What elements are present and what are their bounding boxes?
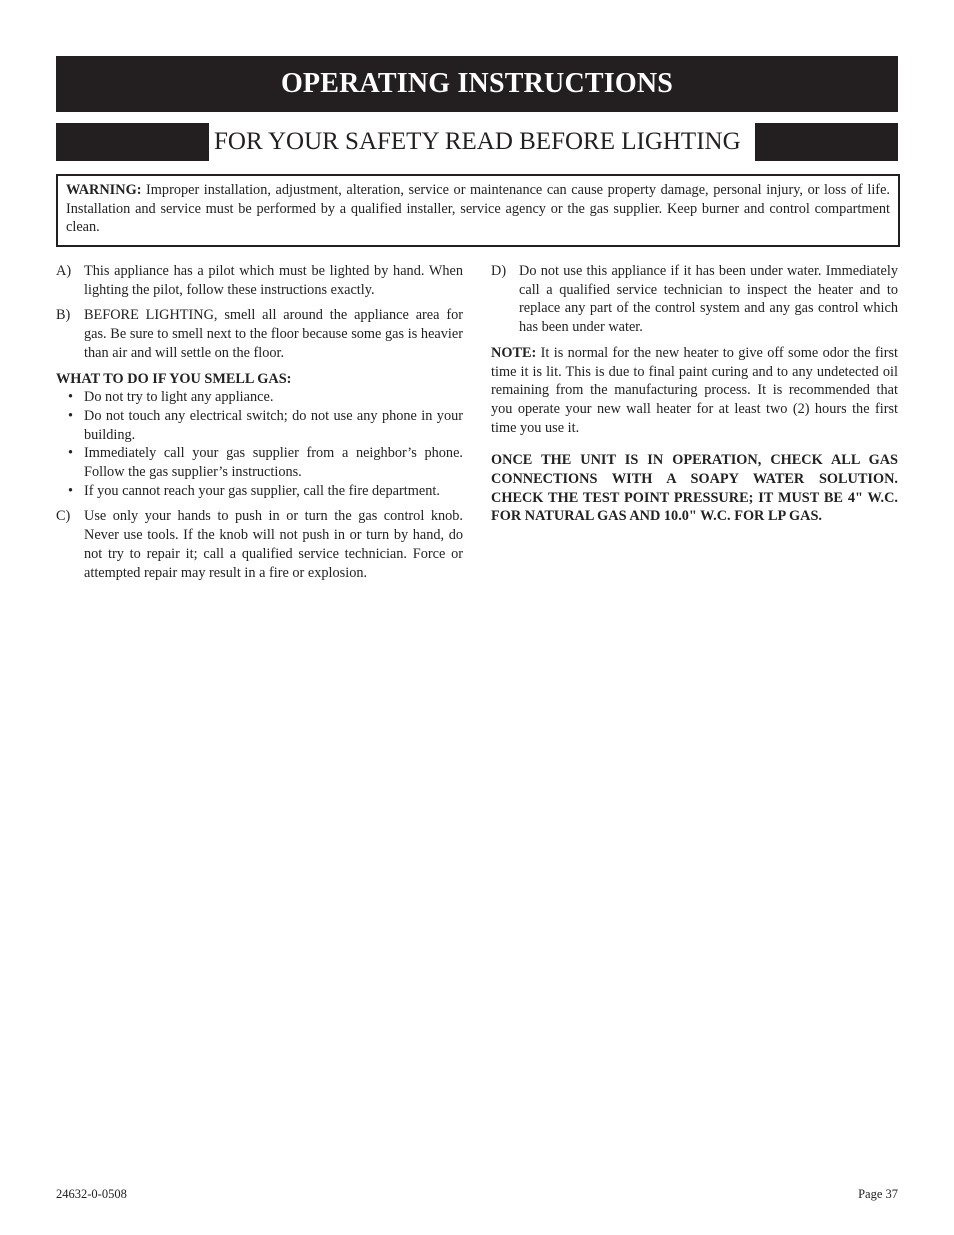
right-column [491, 262, 898, 526]
bullet-icon: • [68, 389, 74, 406]
decorative-bar-right [755, 123, 898, 161]
list-item [56, 407, 463, 444]
instruction-item-c [56, 507, 463, 582]
left-column [56, 262, 463, 589]
decorative-bar-left [56, 123, 209, 161]
warning-box [56, 174, 900, 247]
list-item [56, 444, 463, 481]
list-item [56, 388, 463, 407]
item-text: This appliance has a pilot which must be lighted by hand. When lighting the pilot, follow these instructions exactly. [84, 263, 463, 298]
item-text: Do not use this appliance if it has been under water. Immediately call a qualified service technician to inspect the heater and to replace any part of the control system and any gas control which has been under water. [519, 263, 898, 336]
note-paragraph [491, 344, 898, 438]
item-letter: C) [56, 508, 71, 525]
bullet-icon: • [68, 407, 74, 424]
bullet-icon: • [68, 482, 74, 499]
note-text: It is normal for the new heater to give off some odor the first time it is lit. This is due to final paint curing and to any undetected oil remaining from the manufacturing process. It is recommended that you operate your new wall heater for at least two (2) hours the first time you use it. [491, 344, 898, 436]
item-text: Use only your hands to push in or turn the gas control knob. Never use tools. If the knob will not push in or turn by hand, do not try to repair it; call a qualified service technician. Force or attempted repair may result in a fire or explosion. [84, 508, 463, 581]
instruction-item-b [56, 306, 463, 362]
item-letter: D) [491, 263, 507, 279]
instruction-item-d [491, 262, 898, 337]
document-number: 24632-0-0508 [56, 1187, 127, 1201]
bullet-text: If you cannot reach your gas supplier, call the fire department. [84, 482, 440, 499]
item-letter: B) [56, 307, 71, 324]
note-label: NOTE: [491, 344, 537, 361]
item-text: BEFORE LIGHTING, smell all around the appliance area for gas. Be sure to smell next to the floor because some gas is heavier than air and will settle on the floor. [84, 307, 463, 361]
section-subtitle: FOR YOUR SAFETY READ BEFORE LIGHTING [214, 128, 741, 155]
instruction-item-a [56, 262, 463, 299]
page-number: Page 37 [858, 1187, 898, 1201]
pressure-check-paragraph: ONCE THE UNIT IS IN OPERATION, CHECK ALL GAS CONNECTIONS WITH A SOAPY WATER SOLUTION. CHECK THE TEST POINT PRESSURE; IT MUST BE 4" W.C. FOR NATURAL GAS AND 10.0" W.C. FOR LP GAS. [491, 452, 898, 525]
section-header [56, 123, 898, 161]
item-letter: A) [56, 263, 72, 279]
list-item [56, 482, 463, 501]
bullet-icon: • [68, 445, 74, 462]
bullet-text: Do not try to light any appliance. [84, 389, 274, 406]
warning-text: Improper installation, adjustment, alteration, service or maintenance can cause property damage, personal injury, or loss of life. Installation and service must be performed by a qualified installer, service agency or the gas supplier. Keep burner and control compartment clean. [66, 182, 890, 236]
warning-label: WARNING: [66, 182, 142, 198]
bullet-text: Do not touch any electrical switch; do not use any phone in your building. [84, 407, 463, 443]
bullet-text: Immediately call your gas supplier from a neighbor’s phone. Follow the gas supplier’s instructions. [84, 445, 463, 481]
gas-smell-heading: WHAT TO DO IF YOU SMELL GAS: [56, 370, 292, 387]
page-title: OPERATING INSTRUCTIONS [56, 56, 898, 112]
